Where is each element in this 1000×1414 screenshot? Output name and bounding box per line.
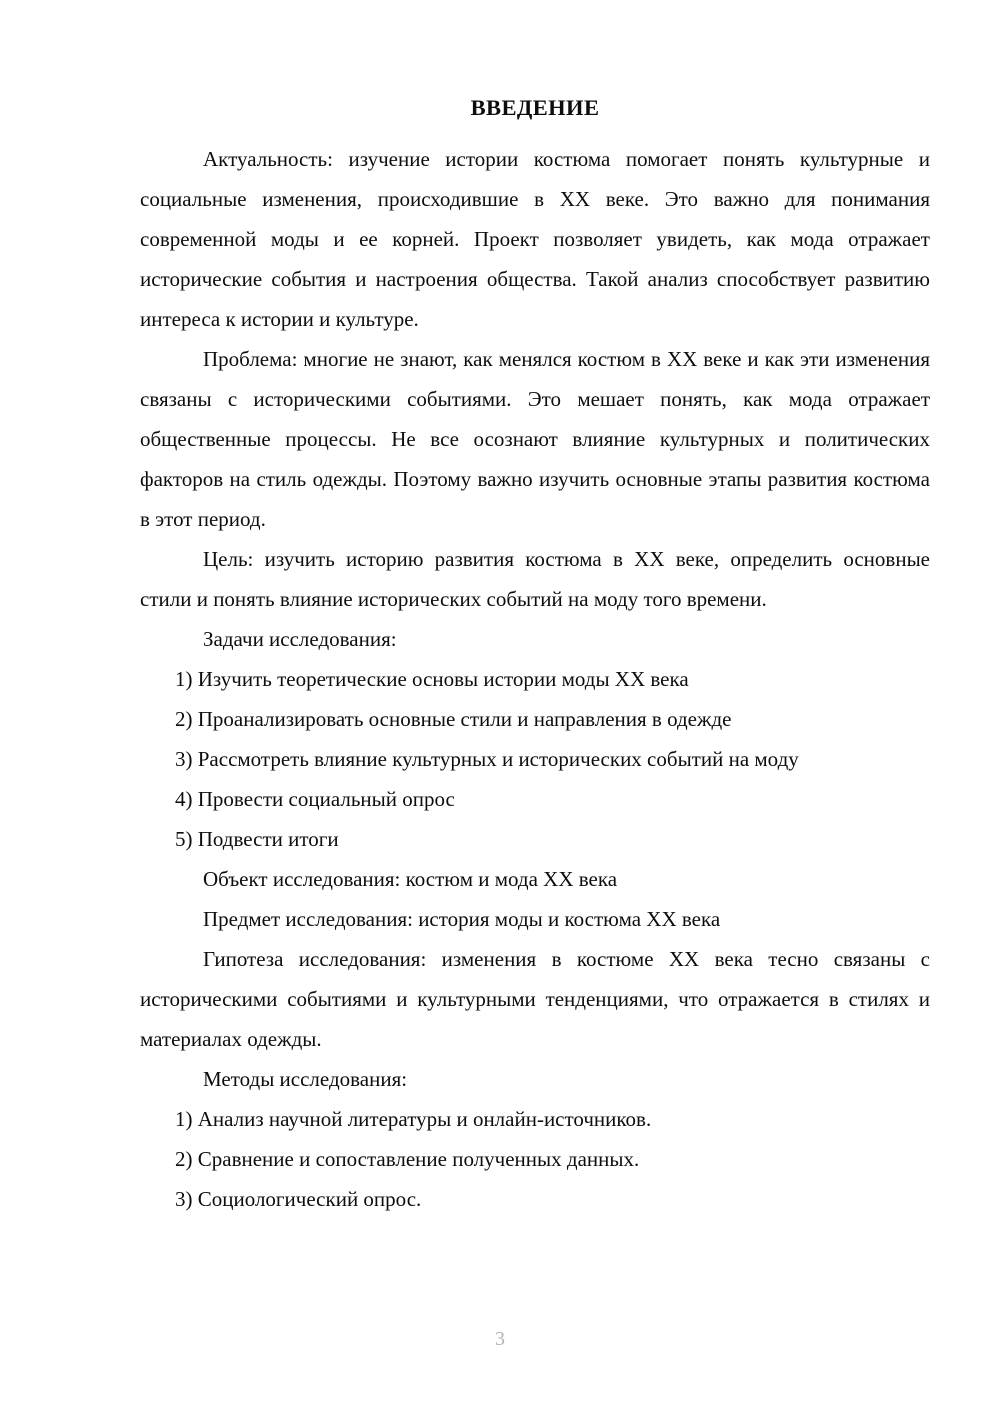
- paragraph-relevance: Актуальность: изучение истории костюма помогает понять культурные и социальные изменения, происходившие в XX веке. Это важно для понимания современной моды и ее корней. Проект позволяет увидеть, как мода отражает исторические события и настроения общества. Такой анализ способствует развитию интереса к истории и культуре.: [140, 147, 930, 331]
- paragraph-goal: Цель: изучить историю развития костюма в XX веке, определить основные стили и понять влияние исторических событий на моду того времени.: [140, 547, 930, 611]
- list-item: 3) Социологический опрос.: [175, 1187, 422, 1211]
- document-body: [140, 88, 930, 1219]
- list-item: 1) Изучить теоретические основы истории моды XX века: [175, 667, 689, 691]
- list-item: 3) Рассмотреть влияние культурных и исторических событий на моду: [175, 747, 799, 771]
- list-item: 4) Провести социальный опрос: [175, 787, 455, 811]
- paragraph-hypothesis: Гипотеза исследования: изменения в костюме XX века тесно связаны с историческими событиями и культурными тенденциями, что отражается в стилях и материалах одежды.: [140, 947, 930, 1051]
- paragraph-problem: Проблема: многие не знают, как менялся костюм в XX веке и как эти изменения связаны с историческими событиями. Это мешает понять, как мода отражает общественные процессы. Не все осознают влияние культурных и политических факторов на стиль одежды. Поэтому важно изучить основные этапы развития костюма в этот период.: [140, 347, 930, 531]
- page-title: ВВЕДЕНИЕ: [470, 95, 600, 120]
- list-item: 1) Анализ научной литературы и онлайн-источников.: [175, 1107, 652, 1131]
- heading-tasks: Задачи исследования:: [203, 627, 397, 651]
- heading-methods: Методы исследования:: [203, 1067, 408, 1091]
- list-item: 2) Сравнение и сопоставление полученных данных.: [175, 1147, 640, 1171]
- list-item: 5) Подвести итоги: [175, 827, 339, 851]
- page-number: 3: [495, 1328, 505, 1350]
- line-subject-of-research: Предмет исследования: история моды и костюма XX века: [203, 907, 721, 931]
- list-item: 2) Проанализировать основные стили и направления в одежде: [175, 707, 732, 731]
- line-object-of-research: Объект исследования: костюм и мода XX века: [203, 867, 618, 891]
